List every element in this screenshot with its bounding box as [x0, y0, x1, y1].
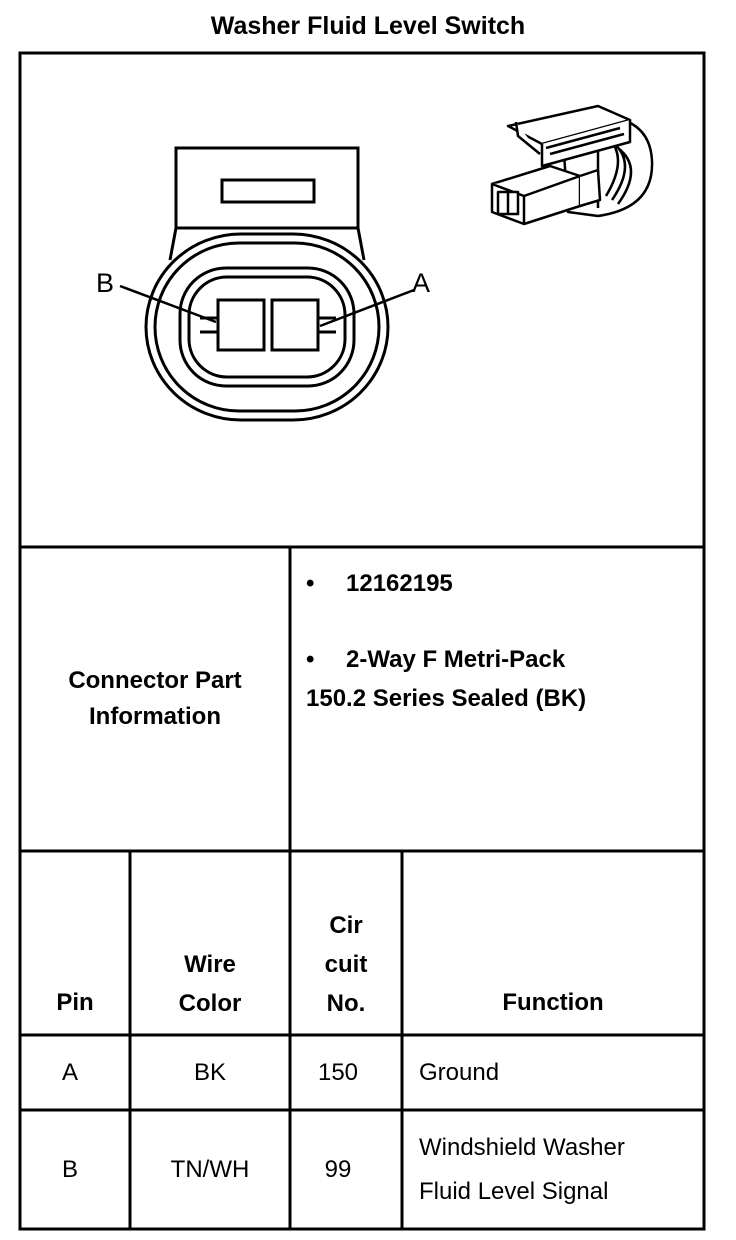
- row-a-function: Ground: [419, 1059, 500, 1086]
- header-function: Function: [502, 989, 604, 1016]
- part-info-label-line2: Information: [89, 703, 221, 730]
- header-wire-color: [132, 944, 288, 1024]
- header-circuit-number: [292, 905, 400, 1023]
- row-b-function-line2: Fluid Level Signal: [419, 1178, 609, 1205]
- header-circuit-line1: Cir: [329, 911, 363, 939]
- header-circuit-line2: cuit: [324, 950, 368, 978]
- header-pin: Pin: [56, 989, 94, 1016]
- bullet-icon: •: [306, 570, 315, 597]
- row-b-pin: B: [61, 1156, 78, 1183]
- bullet-icon: •: [306, 646, 315, 673]
- row-b-function-line1: Windshield Washer: [419, 1134, 625, 1161]
- connector-part-info-label: [22, 549, 288, 849]
- page-title: Washer Fluid Level Switch: [210, 12, 526, 40]
- part-info-label-line1: Connector Part: [68, 667, 242, 694]
- row-b-circuit: 99: [324, 1156, 352, 1183]
- connector-isometric-view: [480, 96, 670, 236]
- connector-description-line2: 150.2 Series Sealed (BK): [306, 685, 587, 712]
- row-a-wire-color: BK: [193, 1059, 226, 1086]
- header-wire-color-line2: Color: [178, 990, 242, 1017]
- row-b-wire-color: TN/WH: [170, 1156, 250, 1183]
- pin-b-callout: B: [96, 268, 115, 298]
- row-a-circuit: 150: [317, 1059, 359, 1086]
- row-a-pin: A: [61, 1059, 78, 1086]
- part-number: 12162195: [346, 570, 453, 597]
- pin-a-callout: A: [412, 268, 431, 298]
- row-b-function: [419, 1112, 625, 1228]
- header-wire-color-line1: Wire: [184, 951, 236, 978]
- header-circuit-line3: No.: [326, 989, 366, 1017]
- connector-description-line1: 2-Way F Metri-Pack: [346, 646, 566, 673]
